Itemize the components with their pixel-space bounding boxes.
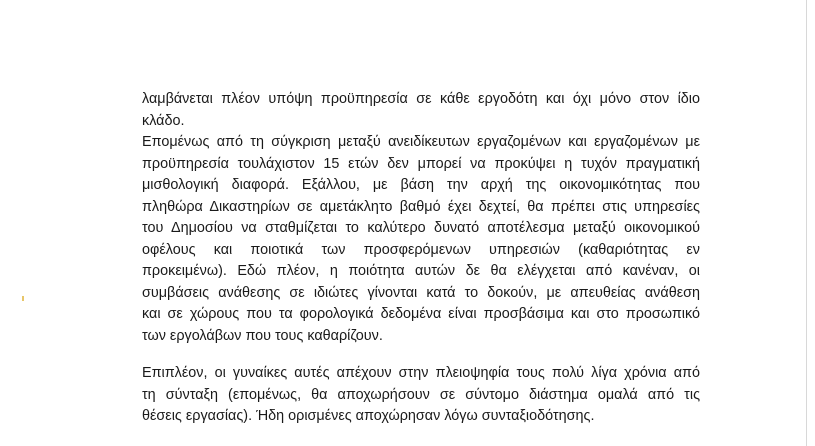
text-line: οφέλους και ποιοτικά των προσφερόμενων υπηρεσιών (καθαριότητας εν (142, 241, 700, 258)
text-line: και σε χώρους που τα φορολογικά δεδομένα είναι προσβάσιμα και στο προσωπικό (142, 306, 700, 322)
text-line: των εργολάβων που τους καθαρίζουν. (142, 327, 383, 344)
text-line: μισθολογική διαφορά. Εξάλλου, με βάση την αρχή της οικονομικότητας που (142, 177, 700, 193)
text-line: κλάδο. (142, 112, 185, 129)
text-line: του Δημοσίου να σταθμίζεται το καλύτερο δυνατό αποτέλεσμα μεταξύ οικονομικού (142, 220, 700, 236)
text-line: θέσεις εργασίας). Ήδη ορισμένες αποχώρησαν λόγω συνταξιοδότησης. (142, 408, 595, 424)
text-line: Επομένως από τη σύγκριση μεταξύ ανειδίκευτων εργαζομένων και εργαζομένων με (142, 134, 700, 150)
text-line: Επιπλέον, οι γυναίκες αυτές απέχουν στην πλειοψηφία τους πολύ λίγα χρόνια από (142, 365, 700, 381)
margin-mark (22, 296, 24, 301)
text-line: πληθώρα Δικαστηρίων σε αμετάκλητο βαθμό έχει δεχτεί, θα πρέπει στις υπηρεσίες (142, 198, 700, 215)
text-line: τη σύνταξη (επομένως, θα αποχωρήσουν σε σύντομο διάστημα ομαλά από τις (142, 386, 700, 403)
page-edge-line (806, 0, 807, 446)
text-line: λαμβάνεται πλέον υπόψη προϋπηρεσία σε κάθε εργοδότη και όχι μόνο στον ίδιο (142, 91, 700, 107)
text-line: προκειμένω). Εδώ πλέον, η ποιότητα αυτών δε θα ελέγχεται από κανέναν, οι (142, 263, 700, 279)
paragraph-1 (142, 89, 700, 347)
text-line: προϋπηρεσία τουλάχιστον 15 ετών δεν μπορεί να προκύψει η τυχόν πραγματική (142, 155, 700, 172)
text-line: συμβάσεις ανάθεσης σε ιδιώτες γίνονται κατά το δοκούν, με απευθείας ανάθεση (142, 284, 700, 301)
paragraph-2 (142, 363, 700, 428)
